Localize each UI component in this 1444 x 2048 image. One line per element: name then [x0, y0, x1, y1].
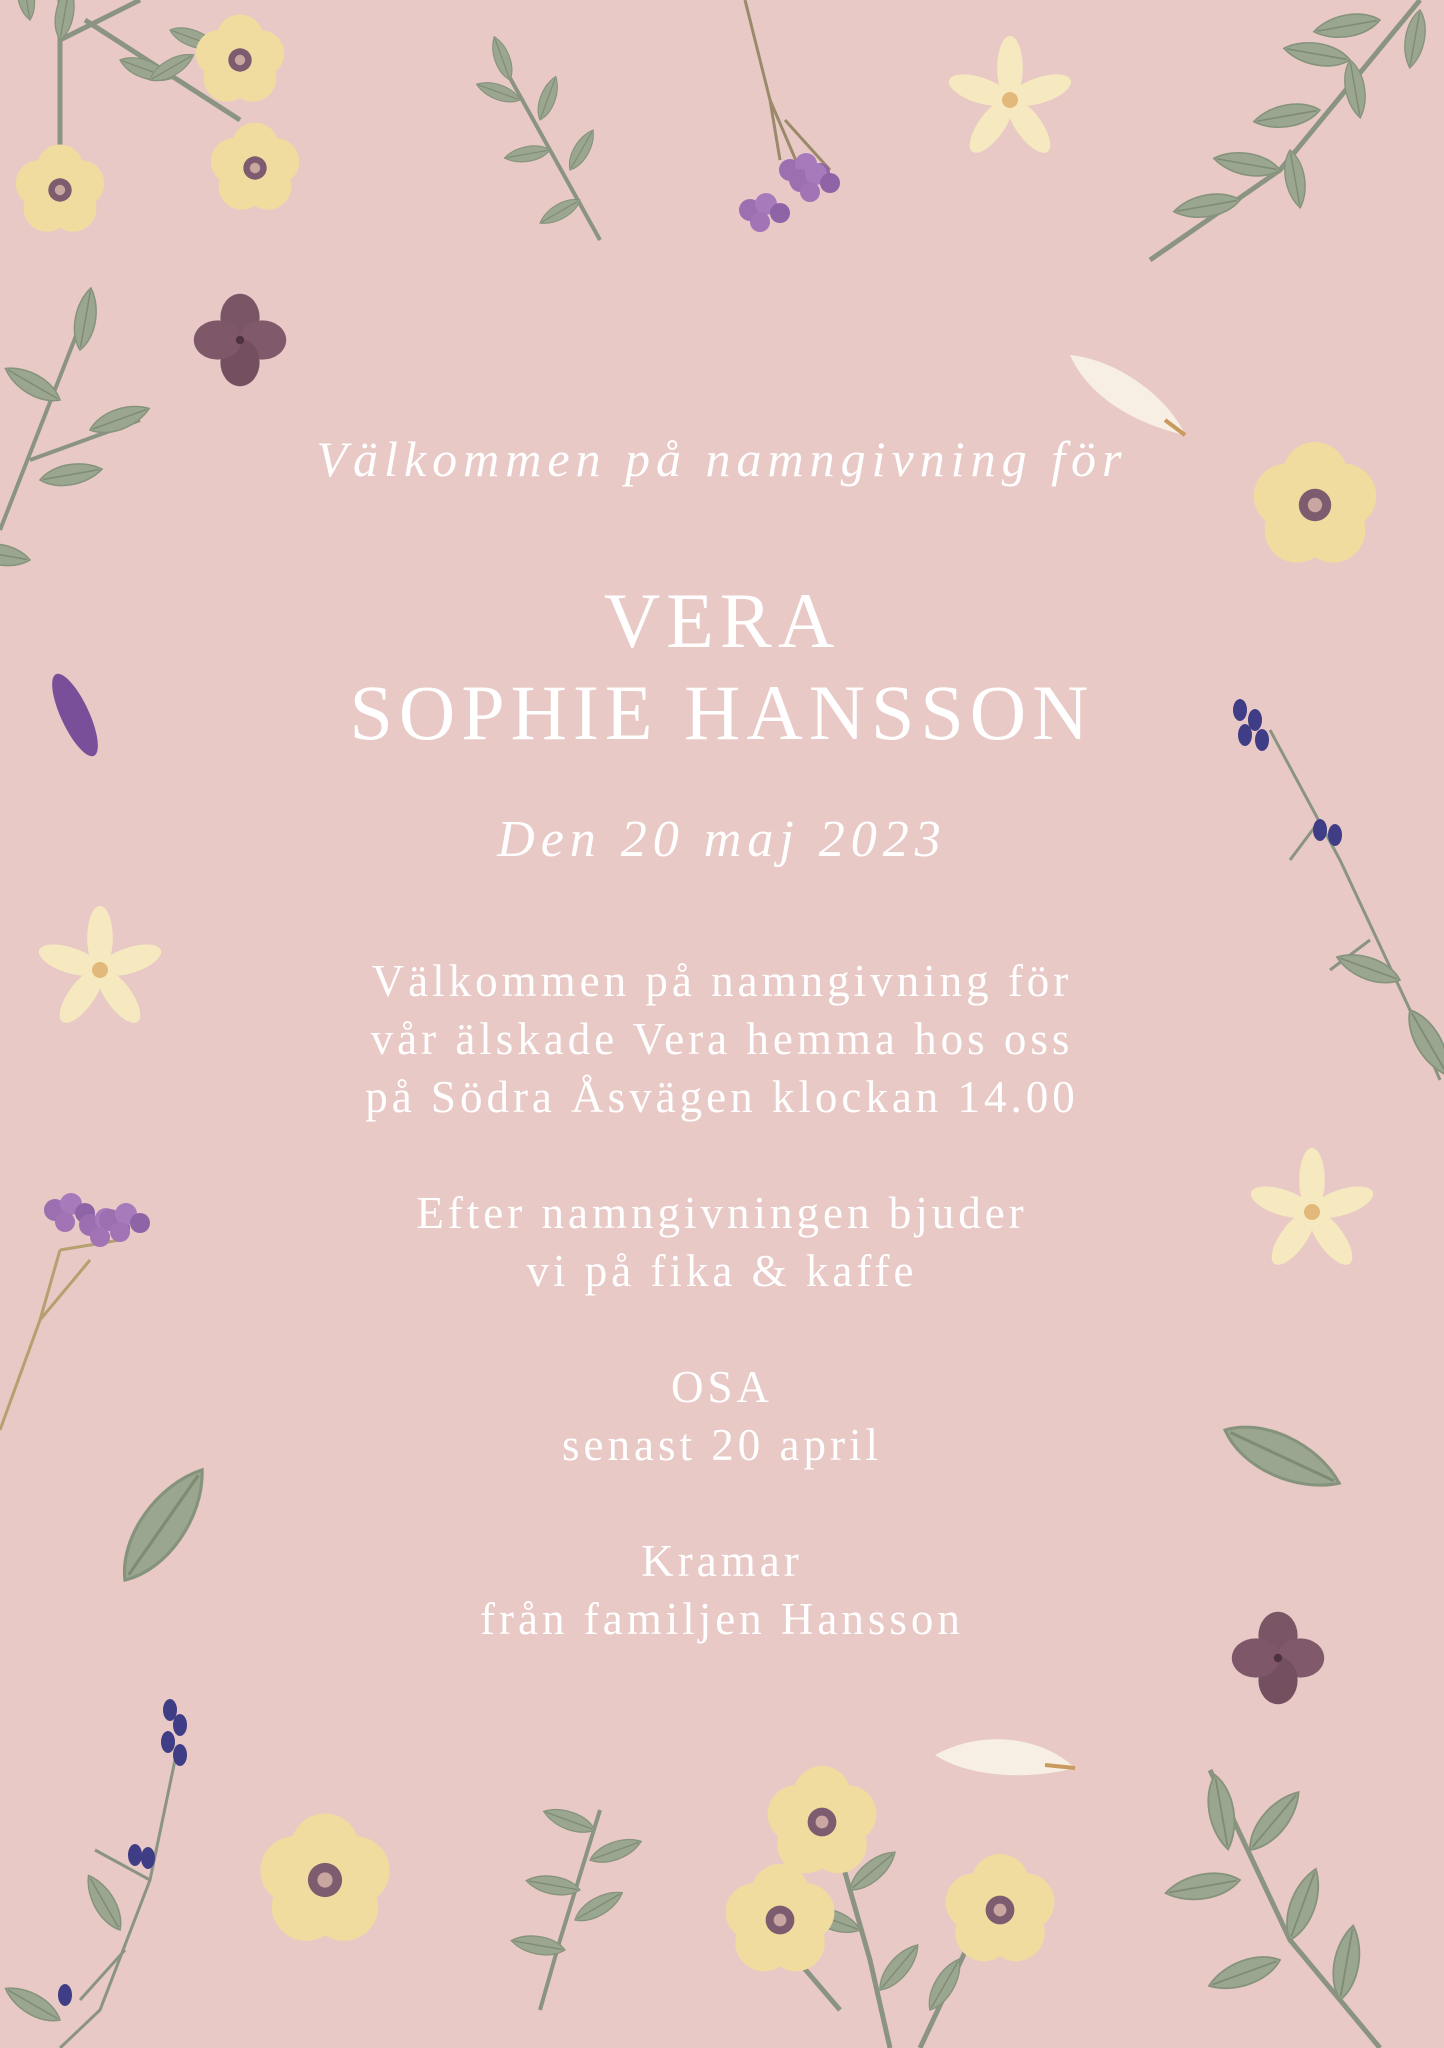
- closing-greeting: Kramar: [641, 1536, 803, 1586]
- pressed-yellow-flower-icon: [946, 1854, 1055, 1961]
- pressed-yellow-flower-icon: [196, 15, 284, 102]
- event-date: Den 20 maj 2023: [497, 811, 947, 868]
- closing-signature: från familjen Hansson: [480, 1594, 964, 1644]
- invitation-line: på Södra Åsvägen klockan 14.00: [365, 1072, 1079, 1122]
- white-petal-icon: [935, 1739, 1075, 1775]
- pressed-leaf-sprig-icon: [510, 1803, 645, 2010]
- intro-line: Välkommen på namngivning för: [316, 431, 1128, 487]
- full-name: SOPHIE HANSSON: [349, 669, 1095, 756]
- pressed-yellow-flower-icon: [260, 1814, 389, 1941]
- fika-line: Efter namngivningen bjuder: [416, 1188, 1028, 1238]
- pressed-leaf-sprig-icon: [1163, 1770, 1380, 2048]
- pressed-yellow-flower-icon: [726, 1864, 835, 1971]
- invitation-line: Välkommen på namngivning för: [371, 956, 1073, 1006]
- pressed-leaf-sprig-icon: [1150, 0, 1429, 260]
- pressed-hydrangea-icon: [194, 294, 286, 386]
- first-name: VERA: [603, 577, 841, 664]
- pressed-leaf-sprig-icon: [0, 286, 153, 570]
- pressed-lavender-icon: [0, 1699, 187, 2048]
- pressed-yellow-flower-icon: [16, 145, 104, 232]
- pressed-purple-flower-icon: [739, 0, 840, 232]
- rsvp-deadline: senast 20 april: [562, 1420, 882, 1470]
- pressed-yellow-flower-icon: [768, 1766, 877, 1873]
- fika-line: vi på fika & kaffe: [526, 1246, 918, 1296]
- invitation-line: vår älskade Vera hemma hos oss: [370, 1014, 1074, 1064]
- pressed-leaf-sprig-icon: [474, 34, 600, 240]
- pressed-yellow-flower-icon: [211, 123, 299, 210]
- rsvp-heading: OSA: [670, 1362, 774, 1412]
- white-petal-icon: [1070, 355, 1185, 435]
- pressed-star-flower-icon: [945, 36, 1075, 159]
